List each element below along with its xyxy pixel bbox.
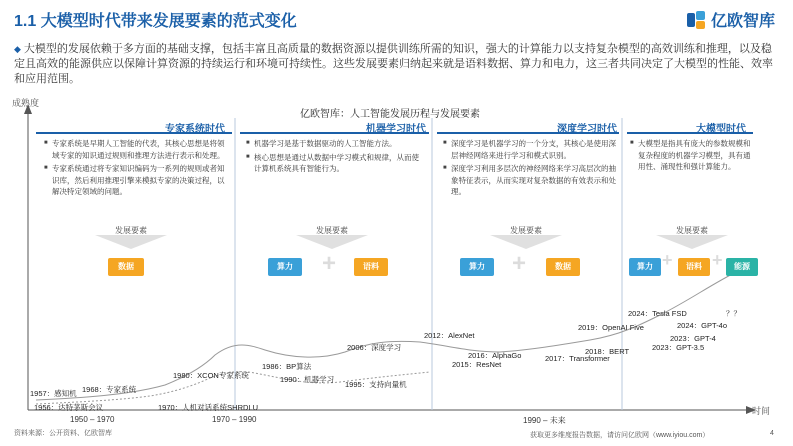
era-title-machine-learning: 机器学习时代 (366, 124, 426, 135)
era-points-deep-learning (443, 138, 617, 200)
source-note: 资料来源：公开资料、亿欧智库 (14, 430, 112, 437)
era-points-expert-systems (44, 138, 230, 200)
era-title-expert-systems: 专家系统时代 (165, 124, 225, 135)
event: 1986：BP算法 (262, 362, 312, 371)
era-point: ■ 深度学习利用多层次的神经网络来学习高层次的抽象特征表示，从而实现对复杂数据的有效表示和处理。 (443, 163, 617, 198)
event: 2023：GPT-4 (670, 334, 716, 343)
event: 1970：人机对话系统SHRDLU (158, 403, 259, 412)
event: ？？ (726, 309, 741, 318)
era-point: ■ 专家系统是早期人工智能的代表，其核心思想是将领域专家的知识通过规则和推理方法进行表示和处理。 (44, 138, 230, 161)
requirement-arrow (95, 235, 167, 249)
factor-compute: 算力 (629, 258, 661, 276)
diagram-title: 亿欧智库：人工智能发展历程与发展要素 (300, 109, 480, 120)
factor-energy: 能源 (726, 258, 758, 276)
era-point: ■ 深度学习是机器学习的一个分支，其核心是使用深层神经网络来进行学习和模式识别。 (443, 138, 617, 161)
era-point: ■ 大模型是指具有庞大的参数规模和复杂程度的机器学习模型，具有通用性、涌现性和强计算能力。 (630, 138, 752, 173)
event: 2012：AlexNet (424, 331, 475, 340)
era-point: ■ 机器学习是基于数据驱动的人工智能方法。 (246, 138, 426, 150)
requirement-arrow (296, 235, 368, 249)
plus-icon: + (712, 250, 723, 270)
intro-text: 大模型的发展依赖于多方面的基础支撑，包括丰富且高质量的数据资源以提供训练所需的知识，强大的计算能力以支持复杂模型的高效训练和推理，以及稳定且高效的能源供应以保障计算资源的持续运行和环境可持续性。这些发展要素归纳起来就是语料数据、算力和电力，这三者共同决定了大模型的性能、效率和应用范围。 (14, 43, 773, 85)
diamond-bullet-icon: ◆ (14, 44, 21, 54)
plus-icon: + (322, 250, 337, 277)
x-tick: 1950 – 1970 (70, 415, 115, 424)
event: 1957：感知机 (30, 389, 77, 398)
footer-link[interactable]: 获取更多维度报告数据，请访问亿欧网（www.iyiou.com） (530, 432, 710, 439)
event: 2016：AlphaGo (468, 351, 522, 360)
era-points-machine-learning (246, 138, 426, 177)
page-number: 4 (770, 430, 774, 437)
x-axis-label: 时间 (752, 406, 771, 416)
logo-text: 亿欧智库 (710, 13, 775, 30)
factor-compute: 算力 (268, 258, 302, 276)
event: 2006：深度学习 (347, 343, 402, 352)
y-axis-label: 成熟度 (12, 98, 40, 108)
era-title-deep-learning: 深度学习时代 (557, 124, 617, 135)
requirement-label: 发展要素 (676, 226, 708, 235)
event: 2024：Tesla FSD (628, 309, 687, 318)
factor-compute: 算力 (460, 258, 494, 276)
requirement-label: 发展要素 (510, 226, 542, 235)
requirement-arrow (490, 235, 562, 249)
era-point: ■ 核心思想是通过从数据中学习模式和规律，从而使计算机系统具有智能行为。 (246, 152, 426, 175)
factor-corpus: 语料 (678, 258, 710, 276)
x-tick: 1970 – 1990 (212, 415, 257, 424)
event: 2015：ResNet (452, 360, 502, 369)
event: 2018：BERT (585, 347, 630, 356)
era-point: ■ 专家系统通过将专家知识编码为一系列的规则或者知识库，然后利用推理引擎来模拟专家的决策过程，以解决特定领域的问题。 (44, 163, 230, 198)
event: 1980：XCON专家系统 (173, 371, 249, 380)
requirement-label: 发展要素 (316, 226, 348, 235)
requirement-label: 发展要素 (115, 226, 147, 235)
event: 2019：OpenAI Five (578, 323, 644, 332)
plus-icon: + (512, 250, 527, 277)
factor-data: 数据 (108, 258, 144, 276)
event: 2023：GPT-3.5 (652, 343, 705, 352)
event: 2017：Transformer (545, 354, 610, 363)
era-points-large-models (630, 138, 752, 175)
event: 1956：达特茅斯会议 (34, 403, 104, 412)
event: 2024：GPT-4o (677, 321, 728, 330)
plus-icon: + (662, 250, 673, 270)
factor-corpus: 语料 (354, 258, 388, 276)
x-tick: 1990 – 未来 (523, 416, 566, 425)
factor-data: 数据 (546, 258, 580, 276)
page-title: 1.1 大模型时代带来发展要素的范式变化 (14, 13, 297, 30)
requirement-arrow (656, 235, 728, 249)
event: 1995：支持向量机 (345, 380, 407, 389)
event: 1990：机器学习 (280, 375, 335, 384)
era-title-large-models: 大模型时代 (696, 124, 746, 135)
event: 1968：专家系统 (82, 385, 137, 394)
